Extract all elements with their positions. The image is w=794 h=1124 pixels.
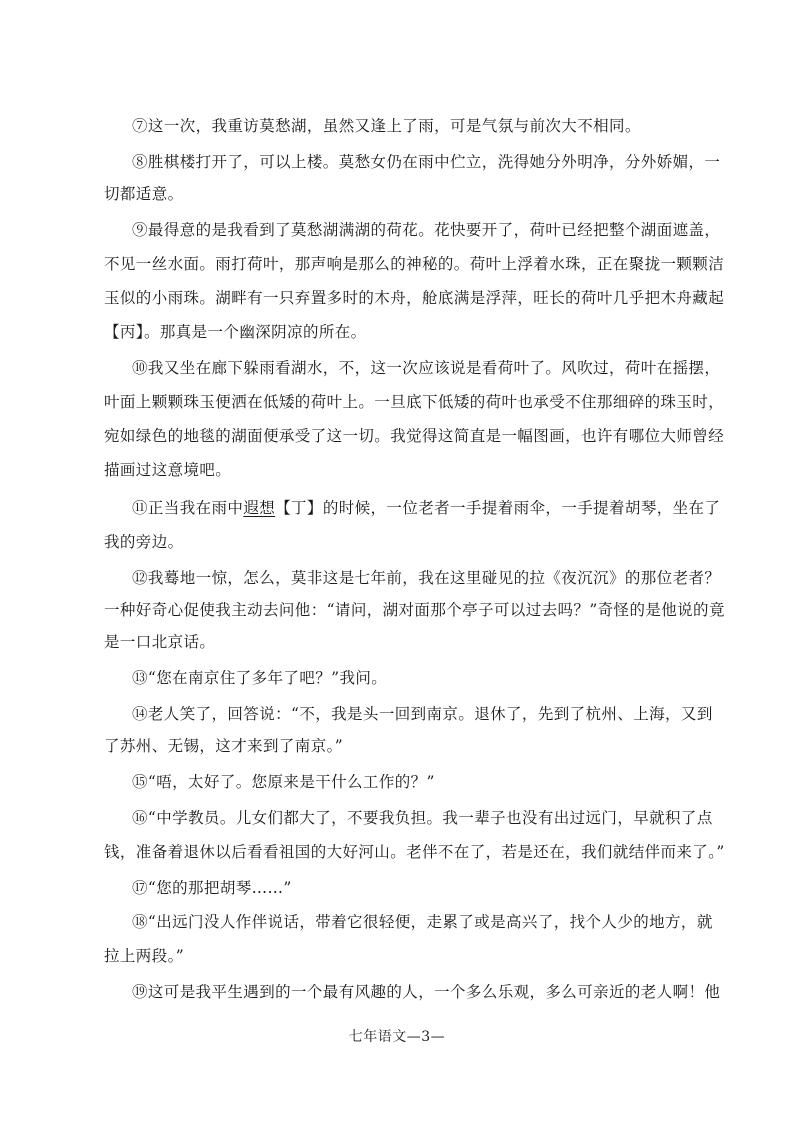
- p12-line-1: ⑫我蓦地一惊，怎么，莫非这是七年前，我在这里碰见的拉《夜沉沉》的那位老者？: [132, 569, 721, 587]
- p16-line-1: ⑯“中学教员。儿女们都大了，不要我负担。我一辈子也没有出过远门，早就积了点: [132, 809, 713, 827]
- p11-text-pre: ⑪正当我在雨中: [132, 499, 244, 517]
- p12-line-3: 是一口北京话。: [104, 633, 216, 651]
- p14-line-2: 了苏州、无锡，这才来到了南京。”: [104, 737, 344, 755]
- p10-line-3: 宛如绿色的地毯的湖面便承受了这一切。我觉得这简直是一幅图画，也许有哪位大师曾经: [104, 427, 725, 445]
- p18-line-2: 拉上两段。”: [104, 947, 185, 965]
- p11-line-1: [132, 498, 720, 518]
- p9-line-2: 不见一丝水面。雨打荷叶，那声响是那么的神秘的。荷叶上浮着水珠，正在聚拢一颗颗洁: [104, 255, 725, 273]
- p11-line-2: 我的旁边。: [104, 533, 184, 551]
- p10-line-2: 叶面上颗颗珠玉便洒在低矮的荷叶上。一旦底下低矮的荷叶也承受不住那细碎的珠玉时，: [104, 393, 725, 411]
- p9-line-3: 玉似的小雨珠。湖畔有一只弃置多时的木舟，舱底满是浮萍，旺长的荷叶几乎把木舟藏起: [104, 289, 725, 307]
- p19-line-1: ⑲这可是我平生遇到的一个最有风趣的人，一个多么乐观，多么可亲近的老人啊！他: [132, 983, 721, 1001]
- p18-line-1: ⑱“出远门没人作伴说话，带着它很轻便，走累了或是高兴了，找个人少的地方，就: [132, 913, 713, 931]
- p8-line-2: 切都适意。: [104, 185, 184, 203]
- p8-line-1: ⑧胜棋楼打开了，可以上楼。莫愁女仍在雨中伫立，洗得她分外明净，分外娇媚，一: [132, 153, 721, 171]
- p11-text-post: 【丁】的时候，一位老者一手提着雨伞，一手提着胡琴，坐在了: [275, 499, 721, 517]
- p12-line-2: 一种好奇心促使我主动去问他：“请问，湖对面那个亭子可以过去吗？”奇怪的是他说的竟: [104, 601, 725, 619]
- p16-line-2: 钱，准备着退休以后看看祖国的大好河山。老伴不在了，若是还在，我们就结伴而来了。”: [104, 843, 725, 861]
- underlined-word: 遐想: [243, 499, 276, 517]
- p14-line-1: ⑭老人笑了，回答说：“不，我是头一回到南京。退休了，先到了杭州、上海，又到: [132, 705, 713, 723]
- p9-line-4: 【丙】。那真是一个幽深阴凉的所在。: [104, 323, 367, 341]
- p17-line-1: ⑰“您的那把胡琴……”: [132, 879, 292, 897]
- p9-line-1: ⑨最得意的是我看到了莫愁湖满湖的荷花。花快要开了，荷叶已经把整个湖面遮盖，: [132, 221, 721, 239]
- p10-line-4: 描画过这意境吧。: [104, 461, 232, 479]
- p10-line-1: ⑩我又坐在廊下躲雨看湖水，不，这一次应该说是看荷叶了。风吹过，荷叶在摇摆，: [132, 359, 721, 377]
- page-footer: 七年语文—3—: [348, 1029, 446, 1045]
- p13-line-1: ⑬“您在南京住了多年了吧？”我问。: [132, 669, 388, 687]
- p15-line-1: ⑮“唔，太好了。您原来是干什么工作的？”: [132, 773, 435, 791]
- p7-line-1: ⑦这一次，我重访莫愁湖，虽然又逢上了雨，可是气氛与前次大不相同。: [132, 117, 641, 135]
